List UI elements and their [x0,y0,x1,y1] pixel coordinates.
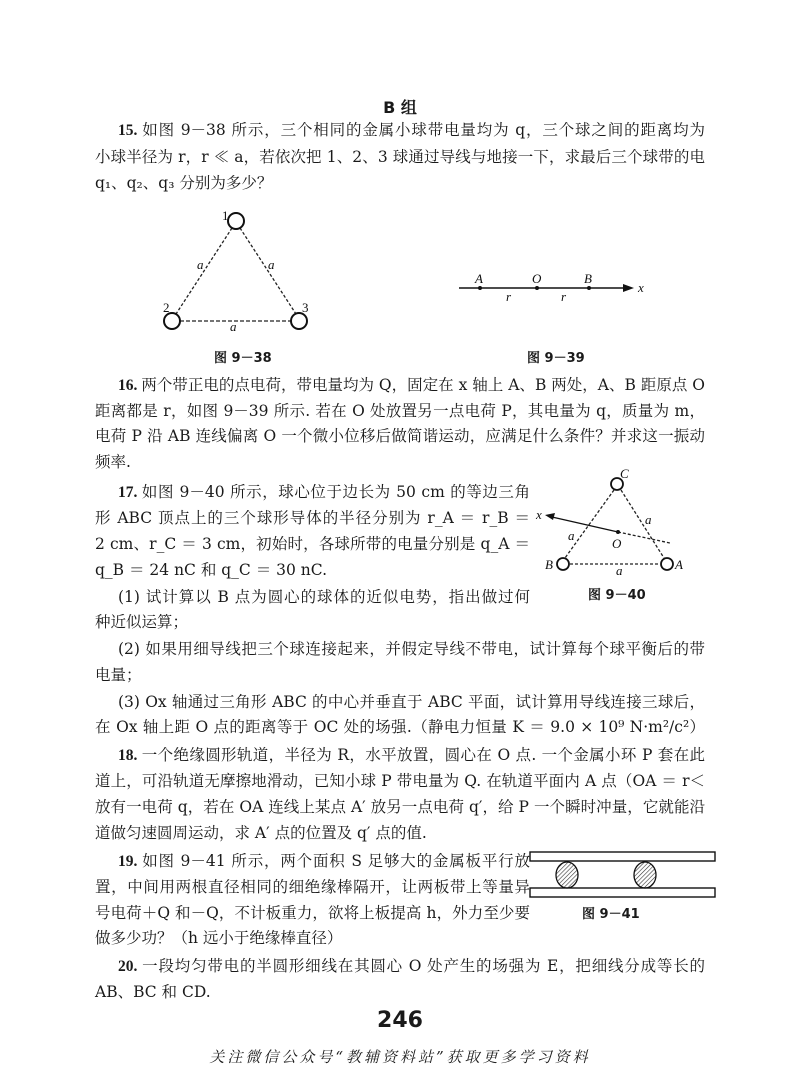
figure-9-39 [459,271,644,304]
side-a-bottom: a [230,319,237,334]
p17-line-4: q_B ＝ 24 nC 和 q_C ＝ 30 nC. [95,561,328,579]
point-o: O [532,271,542,286]
p16-line-2: 距离都是 r，如图 9－39 所示. 若在 O 处放置另一点电荷 P，其电量为 q，质量为 m， [95,402,705,420]
p17-sub3-line-1: (3) Ox 轴通过三角形 ABC 的中心并垂直于 ABC 平面，试计算用导线连接三球后， [118,693,705,711]
p17-line-3: 2 cm、r_C ＝ 3 cm，初始时，各球所带的电量分别是 q_A ＝ [95,535,530,553]
vertex-c: C [620,466,629,481]
side-a-right: a [268,257,275,272]
side-a-left: a [197,257,204,272]
caption-9-38: 图 9－38 [214,351,272,366]
seg-r-1: r [506,289,512,304]
p17-sub2-line-1: (2) 如果用细导线把三个球连接起来，并假定导线不带电，试计算每个球平衡后的带 [118,640,705,658]
p17-sub3-line-2: 在 Ox 轴上距 O 点的距离等于 OC 处的场强.（静电力恒量 K ＝ 9.0 × 10⁹ N·m²/c²） [95,718,705,736]
p17-sub2-line-2: 电量； [95,666,142,684]
axis-x: x [638,280,644,295]
page-number: 246 [377,1008,423,1033]
p15-line-1: 15. 如图 9－38 所示，三个相同的金属小球带电量均为 q，三个球之间的距离均为 [118,121,705,139]
caption-9-39: 图 9－39 [527,351,585,366]
center-o: O [612,536,622,551]
p16-line-3: 电荷 P 沿 AB 连线偏离 O 一个微小位移后做简谐运动，应满足什么条件？并求这一振动 [95,427,705,445]
ball-2 [164,313,180,329]
p17-line-2: 形 ABC 顶点上的三个球形导体的半径分别为 r_A ＝ r_B ＝ [95,509,530,527]
point-a: A [475,271,483,286]
axis-x: x [536,507,542,522]
p17-sub1-line-2: 种近似运算； [95,613,189,631]
ball-1 [228,213,244,229]
p16-line-1: 16. 两个带正电的点电荷，带电量均为 Q，固定在 x 轴上 A、B 两处，A、B 距原点 O [118,376,705,394]
p15-line-3: q₁、q₂、q₃ 分别为多少？ [95,174,273,192]
p18-line-4: 道做匀速圆周运动，求 A′ 点的位置及 q′ 点的值. [95,824,427,842]
point-b: B [584,271,592,286]
p19-line-2: 置，中间用两根直径相同的细绝缘棒隔开，让两板带上等量异 [95,878,530,896]
vertex-a: A [675,557,683,572]
vertex-b: B [545,557,553,572]
p17-line-1: 17. 如图 9－40 所示，球心位于边长为 50 cm 的等边三角 [118,483,530,501]
p18-line-2: 道上，可沿轨道无摩擦地滑动，已知小球 P 带电量为 Q. 在轨道平面内 A 点（OA ＝ r＜ [95,772,705,790]
caption-9-41: 图 9－41 [582,907,640,922]
p17-sub1-line-1: (1) 试计算以 B 点为圆心的球体的近似电势，指出做过何 [118,588,530,606]
insulating-rod-2 [634,862,656,888]
figure-9-38 [163,208,309,334]
ball-3 [291,313,307,329]
p18-line-3: 放有一电荷 q，若在 OA 连线上某点 A′ 放另一点电荷 q′，给 P 一个瞬时冲量，它就能沿 [95,798,705,816]
p15-line-2: 小球半径为 r，r ≪ a，若依次把 1、2、3 球通过导线与地接一下，求最后三个球带的电 [95,148,705,166]
figure-9-41 [530,852,715,897]
footer-watermark: 关注微信公众号“教辅资料站”获取更多学习资料 [209,1048,591,1066]
p19-line-4: 做多少功？（h 远小于绝缘棒直径） [95,929,343,947]
side-a-left: a [568,528,575,543]
side-a-right: a [645,512,652,527]
p20-line-1: 20. 一段均匀带电的半圆形细线在其圆心 O 处产生的场强为 E，把细线分成等长的 [118,957,705,975]
insulating-rod-1 [556,862,578,888]
figure-9-40 [535,466,683,578]
side-a-bottom: a [616,563,623,578]
p20-line-2: AB、BC 和 CD. [95,983,211,1001]
x-arrow-icon [545,513,555,520]
seg-r-2: r [561,289,567,304]
p19-line-1: 19. 如图 9－41 所示，两个面积 S 足够大的金属板平行放 [118,852,530,870]
label-2: 2 [163,300,170,315]
arrow-icon [623,284,634,292]
lower-plate [530,888,715,897]
label-3: 3 [302,300,309,315]
p18-line-1: 18. 一个绝缘圆形轨道，半径为 R，水平放置，圆心在 O 点. 一个金属小环 P 套在此 [118,746,705,764]
caption-9-40: 图 9－40 [588,588,646,603]
section-title: B 组 [383,98,417,117]
label-1: 1 [222,208,229,223]
p16-line-4: 频率. [95,453,131,471]
upper-plate [530,852,715,861]
p19-line-3: 号电荷＋Q 和－Q，不计板重力，欲将上板提高 h，外力至少要 [95,904,530,922]
